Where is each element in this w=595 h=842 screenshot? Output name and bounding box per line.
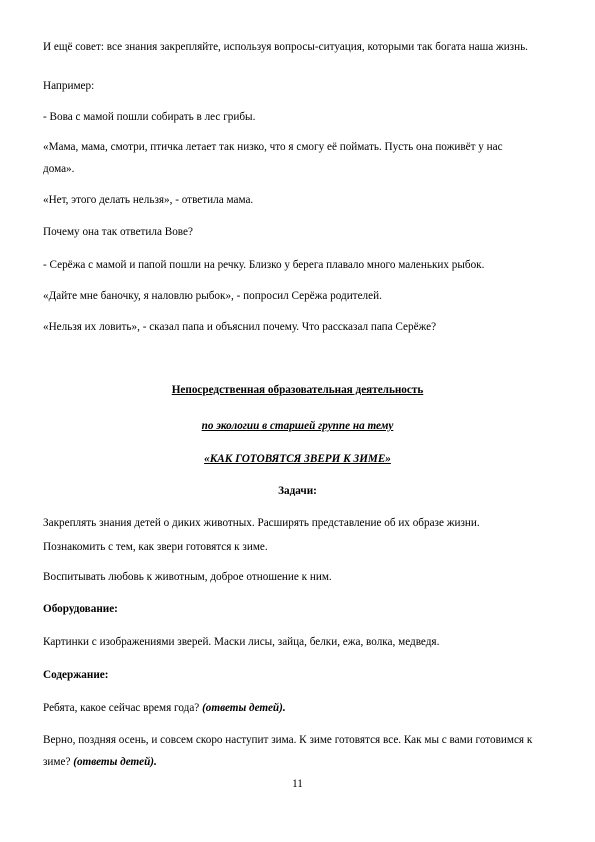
question-1-answer: (ответы детей). bbox=[202, 702, 286, 714]
question-2-answer: (ответы детей). bbox=[73, 756, 157, 768]
question-2-text: зиме? bbox=[43, 756, 74, 768]
paragraph-example-label: Например: bbox=[43, 80, 95, 92]
task-3: Воспитывать любовь к животным, доброе отношение к ним. bbox=[43, 571, 332, 583]
paragraph-quote-fish: «Дайте мне баночку, я наловлю рыбок», - попросил Серёжа родителей. bbox=[43, 290, 382, 302]
task-2: Познакомить с тем, как звери готовятся к зиме. bbox=[43, 541, 268, 553]
paragraph-situation-1: - Вова с мамой пошли собирать в лес грибы. bbox=[43, 111, 256, 123]
page-number: 11 bbox=[292, 778, 303, 790]
paragraph-father-answer: «Нельзя их ловить», - сказал папа и объяснил почему. Что рассказал папа Серёже? bbox=[43, 321, 437, 333]
content-question-2: Верно, поздняя осень, и совсем скоро наступит зима. К зиме готовятся все. Как мы с вами готовимся к bbox=[43, 734, 533, 746]
content-question-2-cont bbox=[43, 755, 563, 769]
task-1: Закреплять знания детей о диких животных. Расширять представление об их образе жизни. bbox=[43, 517, 480, 529]
paragraph-question-1: Почему она так ответила Вове? bbox=[43, 226, 193, 238]
equipment-text: Картинки с изображениями зверей. Маски лисы, зайца, белки, ежа, волка, медведя. bbox=[43, 636, 440, 648]
heading-tasks: Задачи: bbox=[278, 485, 317, 497]
question-1-text: Ребята, какое сейчас время года? bbox=[43, 702, 203, 714]
content-question-1 bbox=[43, 701, 563, 715]
paragraph-quote-bird-cont: дома». bbox=[43, 163, 75, 175]
paragraph-mother-answer: «Нет, этого делать нельзя», - ответила мама. bbox=[43, 194, 254, 206]
content-label: Содержание: bbox=[43, 669, 109, 681]
paragraph-advice: И ещё совет: все знания закрепляйте, используя вопросы-ситуация, которыми так богата наша жизнь. bbox=[43, 41, 528, 53]
heading-line-2: по экологии в старшей группе на тему bbox=[201, 420, 394, 432]
paragraph-quote-bird: «Мама, мама, смотри, птичка летает так низко, что я смогу её поймать. Пусть она поживёт у нас bbox=[43, 141, 503, 153]
equipment-label: Оборудование: bbox=[43, 603, 118, 615]
heading-line-1: Непосредственная образовательная деятельность bbox=[171, 384, 424, 396]
heading-title: «КАК ГОТОВЯТСЯ ЗВЕРИ К ЗИМЕ» bbox=[204, 453, 391, 465]
paragraph-situation-2: - Серёжа с мамой и папой пошли на речку. Близко у берега плавало много маленьких рыбок. bbox=[43, 259, 485, 271]
